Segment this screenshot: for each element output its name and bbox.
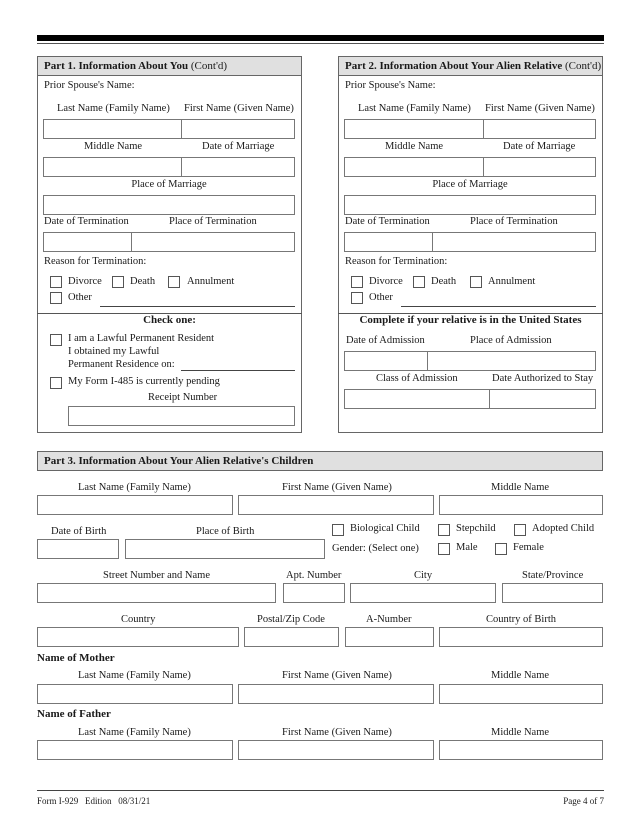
state-label: State/Province <box>522 570 584 581</box>
part2-title: Part 2. Information About Your Alien Relative <box>345 60 563 72</box>
part2-first-name-label: First Name (Given Name) <box>485 103 595 114</box>
part3-title: Part 3. Information About Your Alien Relative's Children <box>44 455 314 467</box>
part1-place-of-termination-label: Place of Termination <box>169 216 257 227</box>
part1-date-of-marriage-input[interactable] <box>181 157 295 177</box>
part2-date-of-marriage-label: Date of Marriage <box>503 141 576 152</box>
part1-lpr-line3: Permanent Residence on: <box>68 359 175 370</box>
part2-other-label: Other <box>369 292 393 303</box>
child-middle-name-input[interactable] <box>439 495 603 515</box>
part1-title-contd: (Cont'd) <box>188 60 228 72</box>
part1-lpr-checkbox[interactable] <box>50 334 62 346</box>
part1-other-reason-line[interactable] <box>100 306 295 307</box>
part1-death-label: Death <box>130 276 156 287</box>
part1-other-label: Other <box>68 292 92 303</box>
part1-divorce-checkbox[interactable] <box>50 276 62 288</box>
part1-place-of-marriage-input[interactable] <box>43 195 295 215</box>
part2-place-of-termination-input[interactable] <box>432 232 596 252</box>
father-last-name-input[interactable] <box>37 740 233 760</box>
part2-place-of-admission-label: Place of Admission <box>470 335 552 346</box>
father-first-name-input[interactable] <box>238 740 434 760</box>
mother-middle-name-label: Middle Name <box>491 670 550 681</box>
part1-middle-name-input[interactable] <box>43 157 182 177</box>
city-input[interactable] <box>350 583 496 603</box>
part2-header <box>339 57 602 76</box>
part1-i485-checkbox[interactable] <box>50 377 62 389</box>
top-rule-thick <box>37 35 604 41</box>
part2-death-checkbox[interactable] <box>413 276 425 288</box>
part2-last-name-label: Last Name (Family Name) <box>358 103 471 114</box>
part2-place-of-marriage-input[interactable] <box>344 195 596 215</box>
stepchild-label: Stepchild <box>456 523 496 534</box>
part1-lpr-date-line[interactable] <box>181 370 295 371</box>
child-dob-input[interactable] <box>37 539 119 559</box>
part1-first-name-label: First Name (Given Name) <box>184 103 294 114</box>
part1-last-name-label: Last Name (Family Name) <box>57 103 170 114</box>
country-of-birth-input[interactable] <box>439 627 603 647</box>
adopted-child-label: Adopted Child <box>532 523 595 534</box>
city-label: City <box>414 570 433 581</box>
part1-date-of-termination-input[interactable] <box>43 232 132 252</box>
part2-reason-label: Reason for Termination: <box>345 256 448 267</box>
part1-lpr-line1: I am a Lawful Permanent Resident <box>68 333 215 344</box>
part2-date-authorized-input[interactable] <box>489 389 596 409</box>
state-input[interactable] <box>502 583 603 603</box>
footer-rule <box>37 790 604 791</box>
child-pob-label: Place of Birth <box>196 526 255 537</box>
part3-panel <box>37 451 603 471</box>
part1-reason-label: Reason for Termination: <box>44 256 147 267</box>
adopted-child-checkbox[interactable] <box>514 524 526 536</box>
part2-annulment-checkbox[interactable] <box>470 276 482 288</box>
part2-date-of-termination-label: Date of Termination <box>345 216 430 227</box>
biological-child-label: Biological Child <box>350 523 420 534</box>
part2-date-authorized-label: Date Authorized to Stay <box>492 373 594 384</box>
country-of-birth-label: Country of Birth <box>486 614 556 625</box>
part1-first-name-input[interactable] <box>181 119 295 139</box>
part1-place-of-termination-input[interactable] <box>131 232 295 252</box>
father-first-name-label: First Name (Given Name) <box>282 727 392 738</box>
child-dob-label: Date of Birth <box>51 526 107 537</box>
father-last-name-label: Last Name (Family Name) <box>78 727 191 738</box>
biological-child-checkbox[interactable] <box>332 524 344 536</box>
part2-class-of-admission-input[interactable] <box>344 389 490 409</box>
part1-date-of-marriage-label: Date of Marriage <box>202 141 275 152</box>
part1-receipt-number-input[interactable] <box>68 406 295 426</box>
a-number-input[interactable] <box>345 627 434 647</box>
part1-check-one-heading: Check one: <box>143 314 196 326</box>
name-of-father-heading: Name of Father <box>37 708 111 720</box>
female-label: Female <box>513 542 544 553</box>
part1-divorce-label: Divorce <box>68 276 102 287</box>
part1-annulment-label: Annulment <box>187 276 235 287</box>
part2-divorce-checkbox[interactable] <box>351 276 363 288</box>
apt-label: Apt. Number <box>286 570 342 581</box>
child-first-name-label: First Name (Given Name) <box>282 482 392 493</box>
part2-complete-if-heading: Complete if your relative is in the United States <box>359 314 582 326</box>
street-input[interactable] <box>37 583 276 603</box>
page-number: Page 4 of 7 <box>563 796 604 806</box>
country-label: Country <box>121 614 156 625</box>
mother-last-name-input[interactable] <box>37 684 233 704</box>
gender-label: Gender: (Select one) <box>332 543 419 554</box>
part2-date-of-marriage-input[interactable] <box>483 157 596 177</box>
part2-other-checkbox[interactable] <box>351 292 363 304</box>
part2-other-reason-line[interactable] <box>401 306 596 307</box>
part1-middle-name-label: Middle Name <box>84 141 143 152</box>
part1-date-of-termination-label: Date of Termination <box>44 216 129 227</box>
part2-date-of-admission-label: Date of Admission <box>346 335 425 346</box>
part2-death-label: Death <box>431 276 457 287</box>
a-number-label: A-Number <box>366 614 412 625</box>
apt-input[interactable] <box>283 583 345 603</box>
part1-lpr-line2: I obtained my Lawful <box>68 346 160 357</box>
female-checkbox[interactable] <box>495 543 507 555</box>
part2-divorce-label: Divorce <box>369 276 403 287</box>
part2-prior-spouse-label: Prior Spouse's Name: <box>345 80 436 91</box>
street-label: Street Number and Name <box>103 570 211 581</box>
part2-middle-name-label: Middle Name <box>385 141 444 152</box>
part1-other-checkbox[interactable] <box>50 292 62 304</box>
part2-date-of-termination-input[interactable] <box>344 232 433 252</box>
part2-class-of-admission-label: Class of Admission <box>376 373 458 384</box>
name-of-mother-heading: Name of Mother <box>37 652 115 664</box>
postal-label: Postal/Zip Code <box>257 614 325 625</box>
part1-annulment-checkbox[interactable] <box>168 276 180 288</box>
part1-i485-label: My Form I-485 is currently pending <box>68 376 220 387</box>
top-rule-thin <box>37 43 604 44</box>
child-last-name-label: Last Name (Family Name) <box>78 482 191 493</box>
part2-place-of-marriage-label: Place of Marriage <box>432 179 508 190</box>
part1-prior-spouse-label: Prior Spouse's Name: <box>44 80 135 91</box>
country-input[interactable] <box>37 627 239 647</box>
part2-first-name-input[interactable] <box>483 119 596 139</box>
part2-place-of-termination-label: Place of Termination <box>470 216 558 227</box>
male-checkbox[interactable] <box>438 543 450 555</box>
child-last-name-input[interactable] <box>37 495 233 515</box>
child-pob-input[interactable] <box>125 539 325 559</box>
part3-header <box>38 452 602 470</box>
form-edition: Form I-929 Edition 08/31/21 <box>37 796 151 806</box>
mother-last-name-label: Last Name (Family Name) <box>78 670 191 681</box>
father-middle-name-input[interactable] <box>439 740 603 760</box>
part2-middle-name-input[interactable] <box>344 157 484 177</box>
part2-place-of-admission-input[interactable] <box>427 351 596 371</box>
part1-header <box>38 57 301 76</box>
male-label: Male <box>456 542 478 553</box>
father-middle-name-label: Middle Name <box>491 727 550 738</box>
child-middle-name-label: Middle Name <box>491 482 550 493</box>
part1-receipt-number-label: Receipt Number <box>148 392 218 403</box>
part1-death-checkbox[interactable] <box>112 276 124 288</box>
part1-title: Part 1. Information About You <box>44 60 189 72</box>
part2-last-name-input[interactable] <box>344 119 484 139</box>
mother-middle-name-input[interactable] <box>439 684 603 704</box>
part2-annulment-label: Annulment <box>488 276 536 287</box>
stepchild-checkbox[interactable] <box>438 524 450 536</box>
part2-date-of-admission-input[interactable] <box>344 351 428 371</box>
postal-input[interactable] <box>244 627 339 647</box>
mother-first-name-input[interactable] <box>238 684 434 704</box>
mother-first-name-label: First Name (Given Name) <box>282 670 392 681</box>
part1-last-name-input[interactable] <box>43 119 182 139</box>
child-first-name-input[interactable] <box>238 495 434 515</box>
part1-place-of-marriage-label: Place of Marriage <box>131 179 207 190</box>
part2-title-contd: (Cont'd) <box>562 60 602 72</box>
